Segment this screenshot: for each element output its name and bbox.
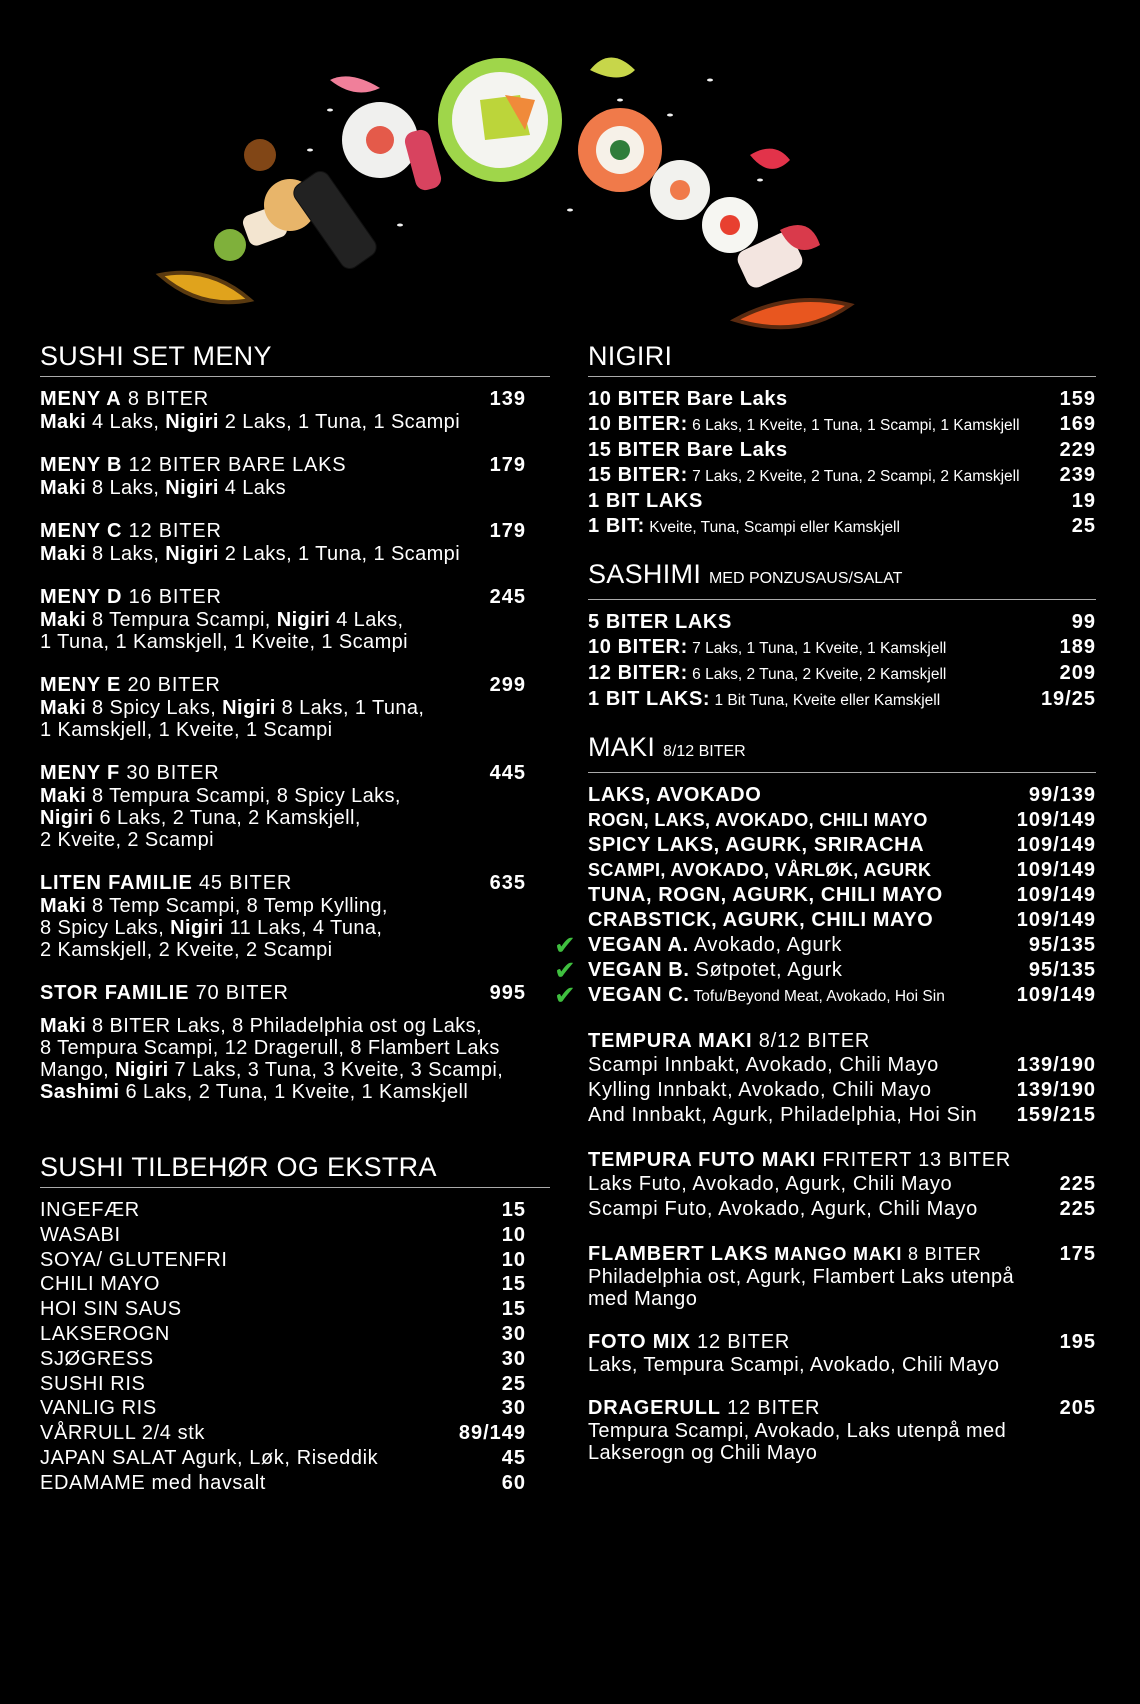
- nigiri-label: [588, 463, 1020, 489]
- maki-label: [588, 783, 761, 808]
- tilbehor-name: SOYA/ GLUTENFRI: [40, 1248, 228, 1271]
- sashimi-row: [588, 687, 1096, 713]
- set-menu-count: 16 BITER: [128, 586, 222, 608]
- set-menu-price: 179: [489, 520, 526, 542]
- maki-row: [554, 930, 1096, 960]
- nigiri-name: 15 BITER Bare Laks: [588, 439, 788, 461]
- set-menu-desc: Maki 8 BITER Laks, 8 Philadelphia ost og Laks, 8 Tempura Scampi, 12 Dragerull, 8 Flambert Laks Mango, Nigiri 7 Laks, 3 Tuna, 3 Kveite, 3 Scampi, Sashimi 6 Laks, 2 Tuna, 1 Kveite, 1 Kamskjell: [40, 1015, 504, 1103]
- tilbehor-row: [40, 1396, 526, 1421]
- sashimi-price: 189: [1059, 636, 1096, 658]
- set-menu-price: 445: [489, 762, 526, 784]
- set-menu-header: [40, 673, 526, 697]
- tilbehor-name: HOI SIN SAUS: [40, 1298, 182, 1321]
- special-count: 8 BITER: [907, 1244, 982, 1264]
- nigiri-row: [588, 412, 1096, 438]
- sashimi-detail: 1 Bit Tuna, Kveite eller Kamskjell: [710, 692, 941, 709]
- sashimi-detail: 7 Laks, 1 Tuna, 1 Kveite, 1 Kamskjell: [687, 640, 947, 657]
- sashimi-detail: 6 Laks, 2 Tuna, 2 Kveite, 2 Kamskjell: [687, 666, 947, 683]
- nigiri-price: 25: [1071, 515, 1096, 537]
- tilbehor-price: 10: [501, 1223, 526, 1246]
- maki-label: [588, 983, 945, 1009]
- tilbehor-name: VÅRRULL 2/4 stk: [40, 1422, 205, 1445]
- set-meny-list: [40, 387, 550, 1103]
- tempura-futo-row: [588, 1172, 1096, 1197]
- maki-list: [554, 783, 1096, 1010]
- maki-label: [588, 858, 931, 883]
- maki-row: [588, 833, 1096, 858]
- special-desc: Laks, Tempura Scampi, Avokado, Chili Mayo: [588, 1354, 1000, 1376]
- maki-name: VEGAN A.: [588, 934, 689, 956]
- tilbehor-title: SUSHI TILBEHØR OG EKSTRA: [40, 1151, 550, 1188]
- nigiri-label: [588, 514, 900, 540]
- tilbehor-row: [40, 1421, 526, 1446]
- desc-bold: Sashimi: [40, 1081, 120, 1103]
- maki-subtitle: 8/12 BITER: [663, 743, 746, 760]
- sashimi-row: [588, 661, 1096, 687]
- tilbehor-name: EDAMAME med havsalt: [40, 1471, 266, 1494]
- nigiri-price: 229: [1059, 439, 1096, 461]
- set-menu-count: 20 BITER: [127, 674, 221, 696]
- tempura-maki-row: [588, 1078, 1096, 1103]
- set-menu-name: LITEN FAMILIE: [40, 872, 193, 894]
- nigiri-price: 159: [1059, 388, 1096, 410]
- sashimi-price: 19/25: [1040, 688, 1096, 710]
- set-menu-item: [40, 673, 526, 741]
- set-menu-name: MENY D: [40, 586, 123, 608]
- set-menu-desc: Maki 8 Tempura Scampi, Nigiri 4 Laks, 1 Tuna, 1 Kamskjell, 1 Kveite, 1 Scampi: [40, 609, 408, 653]
- nigiri-detail: 7 Laks, 2 Kveite, 2 Tuna, 2 Scampi, 2 Kamskjell: [687, 468, 1020, 485]
- set-menu-price: 635: [489, 872, 526, 894]
- nigiri-title: NIGIRI: [588, 340, 1096, 377]
- nigiri-price: 239: [1059, 464, 1096, 486]
- maki-detail: Tofu/Beyond Meat, Avokado, Hoi Sin: [689, 988, 945, 1005]
- tempura-maki-list: [588, 1053, 1096, 1128]
- desc-bold: Maki: [40, 697, 87, 719]
- nigiri-name: 1 BIT LAKS: [588, 490, 703, 512]
- maki-price: 109/149: [1016, 909, 1096, 931]
- maki-label: [588, 908, 933, 933]
- set-menu-desc: Maki 8 Temp Scampi, 8 Temp Kylling, 8 Spicy Laks, Nigiri 11 Laks, 4 Tuna, 2 Kamskjell, 2 Kveite, 2 Scampi: [40, 895, 388, 961]
- ginger: [750, 149, 790, 169]
- sashimi-price: 209: [1059, 662, 1096, 684]
- special-mid: MANGO MAKI: [768, 1244, 908, 1264]
- maki-row: [554, 980, 1096, 1010]
- maki-name: SPICY LAKS, AGURK, SRIRACHA: [588, 834, 925, 856]
- sushi-hero-image: [150, 40, 930, 340]
- desc-bold: Maki: [40, 1015, 87, 1037]
- set-menu-name: MENY E: [40, 674, 122, 696]
- maki-name: TUNA, ROGN, AGURK, CHILI MAYO: [588, 884, 943, 906]
- tempura-maki-title: TEMPURA MAKI 8/12 BITER: [588, 1030, 871, 1052]
- set-menu-header: [40, 387, 526, 411]
- desc-bold: Nigiri: [165, 477, 219, 499]
- desc-bold: Nigiri: [222, 697, 276, 719]
- special-count: 12 BITER: [690, 1331, 791, 1353]
- set-menu-desc: Maki 4 Laks, Nigiri 2 Laks, 1 Tuna, 1 Scampi: [40, 411, 461, 433]
- special-name: FOTO MIX: [588, 1331, 691, 1353]
- tempura-maki-price: 139/190: [1016, 1079, 1096, 1101]
- vegan-check-icon: ✔: [554, 930, 577, 960]
- special-item: [588, 1330, 1096, 1376]
- maki-row: [588, 858, 1096, 883]
- set-menu-item: [40, 585, 526, 653]
- tempura-maki-price: 139/190: [1016, 1054, 1096, 1076]
- set-menu-count: 12 BITER BARE LAKS: [128, 454, 347, 476]
- sashimi-label: [588, 661, 946, 687]
- set-menu-header: [40, 761, 526, 785]
- tilbehor-name: SJØGRESS: [40, 1347, 154, 1370]
- sashimi-name: 5 BITER LAKS: [588, 611, 732, 633]
- set-menu-count: 45 BITER: [198, 872, 293, 894]
- special-item: [588, 1396, 1096, 1464]
- special-desc-2: Lakserogn og Chili Mayo: [588, 1442, 818, 1464]
- special-name-line: [588, 1242, 982, 1266]
- tilbehor-name: JAPAN SALAT Agurk, Løk, Riseddik: [40, 1446, 379, 1469]
- special-item: [588, 1242, 1096, 1310]
- desc-bold: Maki: [40, 543, 87, 565]
- sashimi-price: 99: [1071, 611, 1096, 633]
- maki-detail: Søtpotet, Agurk: [689, 959, 843, 981]
- tilbehor-name: CHILI MAYO: [40, 1273, 161, 1296]
- set-menu-name-line: [40, 453, 346, 477]
- avocado-right: [735, 300, 850, 327]
- set-menu-count: 12 BITER: [128, 520, 222, 542]
- sashimi-row: [588, 610, 1096, 635]
- sashimi-title: SASHIMI MED PONZUSAUS/SALAT: [588, 558, 1096, 600]
- set-menu-price: 179: [489, 454, 526, 476]
- special-count: 12 BITER: [720, 1397, 821, 1419]
- set-menu-name-line: [40, 761, 219, 785]
- set-menu-price: 299: [489, 674, 526, 696]
- tempura-futo-name: Laks Futo, Avokado, Agurk, Chili Mayo: [588, 1173, 953, 1195]
- tilbehor-price: 45: [501, 1446, 526, 1469]
- tilbehor-row: [40, 1372, 526, 1397]
- tilbehor-row: [40, 1248, 526, 1273]
- set-menu-count: 30 BITER: [126, 762, 220, 784]
- set-menu-header: [40, 585, 526, 609]
- tempura-futo-price: 225: [1059, 1198, 1096, 1220]
- sashimi-label: [588, 610, 732, 635]
- tilbehor-price: 15: [501, 1298, 526, 1321]
- nigiri-name: 10 BITER Bare Laks: [588, 388, 788, 410]
- special-name-line: [588, 1396, 820, 1420]
- set-menu-price: 245: [489, 586, 526, 608]
- tilbehor-row: [40, 1347, 526, 1372]
- maki-label: [588, 933, 842, 958]
- avocado-left: [160, 273, 250, 302]
- special-desc-2: med Mango: [588, 1288, 698, 1310]
- tempura-maki-name: And Innbakt, Agurk, Philadelphia, Hoi Sin: [588, 1104, 978, 1126]
- set-menu-name-line: [40, 673, 221, 697]
- desc-bold: Nigiri: [165, 411, 219, 433]
- nigiri-price: 19: [1071, 490, 1096, 512]
- set-menu-desc: Maki 8 Spicy Laks, Nigiri 8 Laks, 1 Tuna, 1 Kamskjell, 1 Kveite, 1 Scampi: [40, 697, 425, 741]
- set-menu-price: 139: [489, 388, 526, 410]
- maki-row: [588, 908, 1096, 933]
- tilbehor-price: 30: [501, 1322, 526, 1345]
- tilbehor-list: [40, 1198, 526, 1496]
- desc-bold: Maki: [40, 785, 87, 807]
- set-menu-item: [40, 519, 526, 565]
- set-menu-count: 70 BITER: [195, 982, 289, 1004]
- maki-price: 99/139: [1028, 784, 1096, 806]
- set-menu-name: STOR FAMILIE: [40, 982, 190, 1004]
- tilbehor-row: [40, 1297, 526, 1322]
- set-menu-name: MENY A: [40, 388, 122, 410]
- tilbehor-price: 60: [501, 1471, 526, 1494]
- set-menu-name-line: [40, 519, 222, 543]
- nigiri-list: [588, 387, 1096, 540]
- nigiri-detail: Kveite, Tuna, Scampi eller Kamskjell: [644, 519, 900, 536]
- tempura-maki-price: 159/215: [1016, 1104, 1096, 1126]
- maki-label: [588, 958, 843, 983]
- sashimi-row: [588, 635, 1096, 661]
- nigiri-label: [588, 489, 703, 514]
- special-price: 205: [1059, 1397, 1096, 1419]
- pink-ginger: [330, 76, 380, 92]
- right-column: [554, 340, 1096, 1464]
- desc-bold: Maki: [40, 895, 87, 917]
- sashimi-name: 12 BITER:: [588, 662, 688, 684]
- nigiri-row: [588, 387, 1096, 412]
- maki-row: [554, 955, 1096, 985]
- desc-bold: Nigiri: [170, 917, 224, 939]
- nigiri-row: [588, 438, 1096, 463]
- maki-name: SCAMPI, AVOKADO, VÅRLØK, AGURK: [588, 860, 932, 880]
- maki-label: [588, 883, 943, 908]
- set-menu-count: 8 BITER: [127, 388, 210, 410]
- set-menu-item: [40, 871, 526, 961]
- set-menu-desc: Maki 8 Tempura Scampi, 8 Spicy Laks, Nigiri 6 Laks, 2 Tuna, 2 Kamskjell, 2 Kveite, 2 Scampi: [40, 785, 401, 851]
- maki-price: 95/135: [1028, 934, 1096, 956]
- vegan-check-icon: ✔: [554, 980, 577, 1010]
- special-header: [588, 1330, 1096, 1354]
- maki-title: MAKI 8/12 BITER: [588, 731, 1096, 773]
- special-desc: Philadelphia ost, Agurk, Flambert Laks utenpå: [588, 1266, 1015, 1288]
- left-column: [40, 340, 550, 1496]
- herb-sprig: [214, 229, 246, 261]
- tempura-futo-price: 225: [1059, 1173, 1096, 1195]
- set-menu-header: [40, 981, 526, 1005]
- tilbehor-price: 30: [501, 1347, 526, 1370]
- set-menu-desc: Maki 8 Laks, Nigiri 4 Laks: [40, 477, 287, 499]
- tempura-futo-list: [588, 1172, 1096, 1222]
- tilbehor-name: INGEFÆR: [40, 1199, 140, 1221]
- nigiri-label: [588, 412, 1020, 438]
- set-menu-header: [40, 519, 526, 543]
- maki-row: [588, 783, 1096, 808]
- tilbehor-name: WASABI: [40, 1223, 121, 1246]
- set-menu-item: [40, 761, 526, 851]
- desc-bold: Nigiri: [165, 543, 219, 565]
- set-menu-header: [40, 453, 526, 477]
- set-menu-name-line: [40, 871, 292, 895]
- set-menu-name-line: [40, 585, 222, 609]
- set-menu-price: 995: [489, 982, 526, 1004]
- nigiri-price: 169: [1059, 413, 1096, 435]
- tilbehor-price: 15: [501, 1199, 526, 1221]
- tempura-futo-title: TEMPURA FUTO MAKI FRITERT 13 BITER: [588, 1149, 1012, 1171]
- set-menu-name: MENY B: [40, 454, 123, 476]
- tempura-futo-row: [588, 1197, 1096, 1222]
- sashimi-name: 10 BITER:: [588, 636, 688, 658]
- maki-label: [588, 833, 924, 858]
- maki-price: 109/149: [1016, 809, 1096, 831]
- special-header: [588, 1396, 1096, 1420]
- nigiri-row: [588, 489, 1096, 514]
- sashimi-label: [588, 635, 946, 661]
- set-menu-name: MENY F: [40, 762, 120, 784]
- desc-bold: Maki: [40, 477, 87, 499]
- maki-name: VEGAN B.: [588, 959, 690, 981]
- nigiri-row: [588, 463, 1096, 489]
- nigiri-detail: 6 Laks, 1 Kveite, 1 Tuna, 1 Scampi, 1 Kamskjell: [687, 417, 1020, 434]
- maki-row: [588, 808, 1096, 833]
- sashimi-subtitle: MED PONZUSAUS/SALAT: [708, 570, 903, 587]
- spice-dots: [244, 139, 276, 171]
- tempura-maki-row: [588, 1103, 1096, 1128]
- desc-bold: Maki: [40, 411, 87, 433]
- desc-bold: Nigiri: [276, 609, 331, 631]
- set-menu-name: MENY C: [40, 520, 123, 542]
- tempura-maki-name: Scampi Innbakt, Avokado, Chili Mayo: [588, 1054, 939, 1076]
- desc-bold: Nigiri: [40, 807, 94, 829]
- tilbehor-price: 10: [501, 1248, 526, 1271]
- sashimi-label: [588, 687, 940, 713]
- maki-row: [588, 883, 1096, 908]
- set-menu-header: [40, 871, 526, 895]
- sashimi-name: 1 BIT LAKS:: [588, 688, 711, 710]
- wasabi: [590, 58, 635, 78]
- tilbehor-row: [40, 1446, 526, 1471]
- set-menu-item: [40, 981, 526, 1103]
- nigiri-name: 15 BITER:: [588, 464, 688, 486]
- tilbehor-row: [40, 1272, 526, 1297]
- special-price: 195: [1059, 1331, 1096, 1353]
- maki-price: 109/149: [1016, 884, 1096, 906]
- tilbehor-price: 89/149: [458, 1422, 526, 1445]
- special-name: DRAGERULL: [588, 1397, 721, 1419]
- set-menu-desc: Maki 8 Laks, Nigiri 2 Laks, 1 Tuna, 1 Scampi: [40, 543, 461, 565]
- tilbehor-price: 30: [501, 1397, 526, 1420]
- tilbehor-name: VANLIG RIS: [40, 1397, 157, 1420]
- specials-list: [588, 1242, 1096, 1464]
- nigiri-name: 10 BITER:: [588, 413, 688, 435]
- maki-price: 109/149: [1016, 859, 1096, 881]
- set-menu-name-line: [40, 981, 289, 1005]
- tilbehor-name: LAKSEROGN: [40, 1322, 170, 1345]
- maki-name: VEGAN C.: [588, 984, 690, 1006]
- tilbehor-row: [40, 1198, 526, 1223]
- sashimi-list: [588, 610, 1096, 713]
- tilbehor-price: 15: [501, 1273, 526, 1296]
- nigiri-label: [588, 387, 788, 412]
- nigiri-label: [588, 438, 788, 463]
- desc-bold: Maki: [40, 609, 87, 631]
- vegan-check-icon: ✔: [554, 955, 577, 985]
- desc-bold: Nigiri: [115, 1059, 169, 1081]
- special-price: 175: [1059, 1243, 1096, 1265]
- maki-name: LAKS, AVOKADO: [588, 784, 762, 806]
- tilbehor-price: 25: [501, 1372, 526, 1395]
- set-menu-item: [40, 453, 526, 499]
- maki-label: [588, 808, 928, 833]
- special-desc: Tempura Scampi, Avokado, Laks utenpå med: [588, 1420, 1007, 1442]
- maki-name: CRABSTICK, AGURK, CHILI MAYO: [588, 909, 934, 931]
- set-menu-name-line: [40, 387, 209, 411]
- tilbehor-row: [40, 1471, 526, 1496]
- maki-price: 109/149: [1016, 984, 1096, 1006]
- maki-name: ROGN, LAKS, AVOKADO, CHILI MAYO: [588, 810, 928, 830]
- tilbehor-row: [40, 1322, 526, 1347]
- set-meny-title: SUSHI SET MENY: [40, 340, 550, 377]
- set-menu-item: [40, 387, 526, 433]
- maki-detail: Avokado, Agurk: [688, 934, 842, 956]
- tilbehor-row: [40, 1223, 526, 1248]
- special-header: [588, 1242, 1096, 1266]
- special-name: FLAMBERT LAKS: [588, 1243, 769, 1265]
- nigiri-row: [588, 514, 1096, 540]
- tempura-futo-name: Scampi Futo, Avokado, Agurk, Chili Mayo: [588, 1198, 978, 1220]
- maki-price: 95/135: [1028, 959, 1096, 981]
- tempura-maki-row: [588, 1053, 1096, 1078]
- tilbehor-name: SUSHI RIS: [40, 1372, 146, 1395]
- tempura-maki-name: Kylling Innbakt, Avokado, Chili Mayo: [588, 1079, 932, 1101]
- maki-price: 109/149: [1016, 834, 1096, 856]
- special-name-line: [588, 1330, 790, 1354]
- nigiri-name: 1 BIT:: [588, 515, 645, 537]
